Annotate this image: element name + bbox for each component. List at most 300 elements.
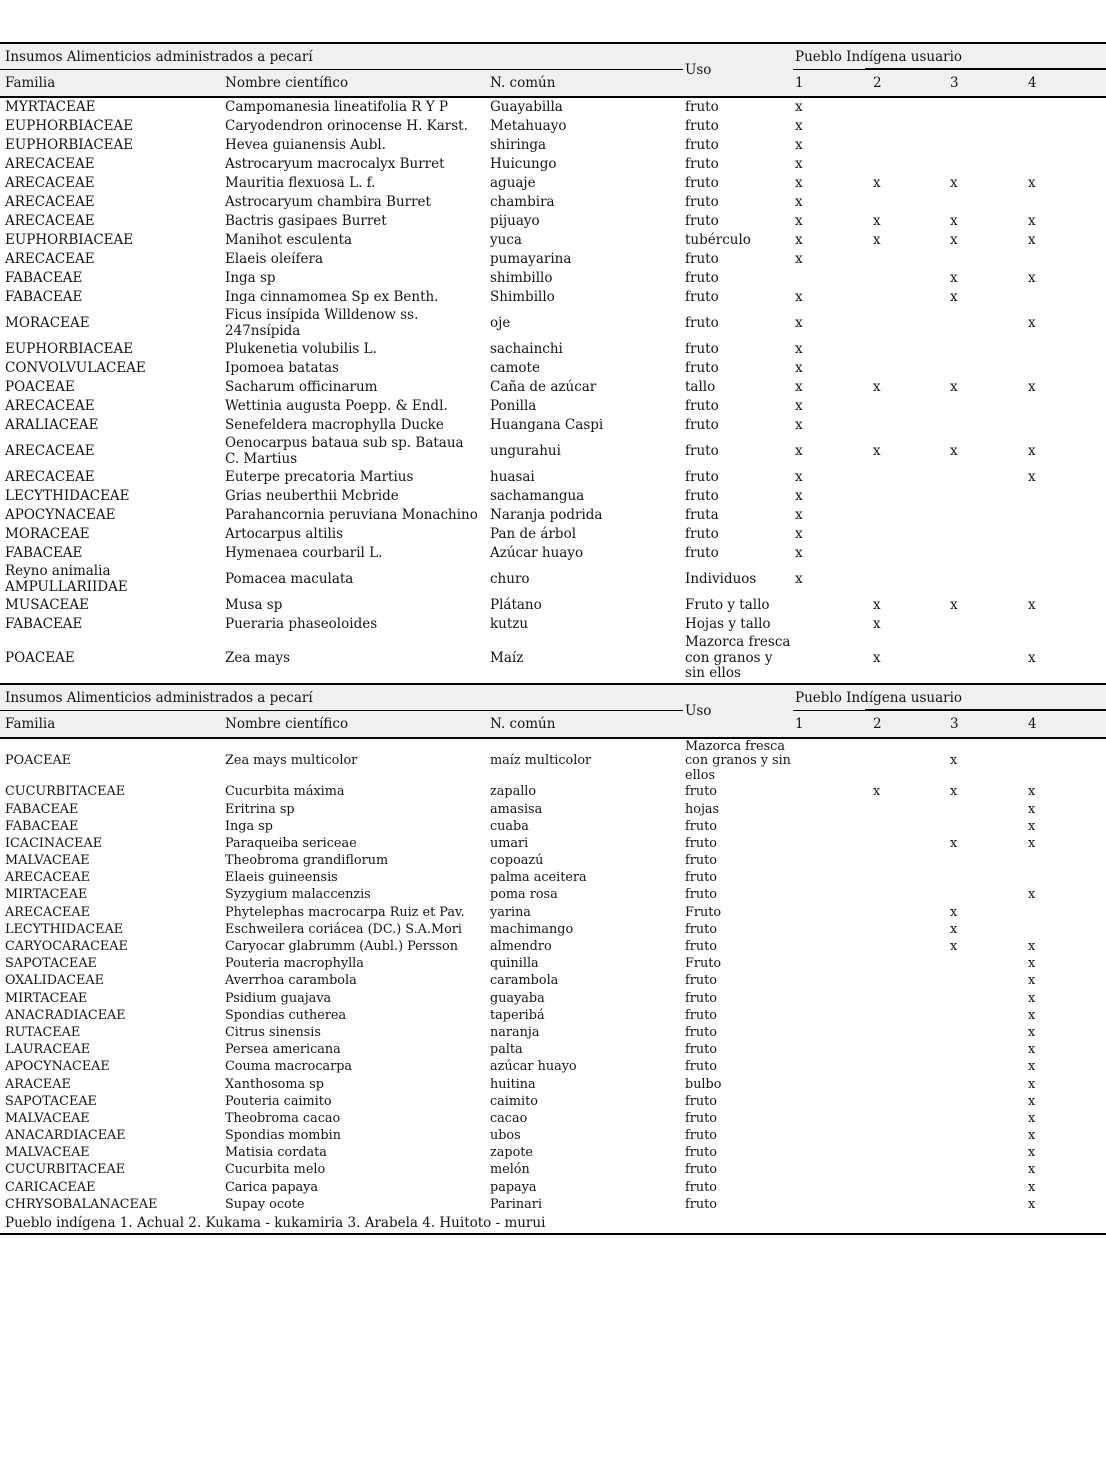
cell-pueblo-3-mark: x [950,835,958,851]
column-header-pueblo-4: 4 [1028,715,1037,732]
cell-nombre-cientifico: Pouteria caimito [225,1093,332,1109]
cell-pueblo-2-mark: x [873,442,881,459]
cell-nombre-cientifico: Inga cinnamomea Sp ex Benth. [225,288,439,305]
cell-uso: bulbo [685,1076,722,1092]
cell-pueblo-3-mark [948,981,1026,983]
cell-pueblo-1-mark: x [795,570,803,587]
cell-pueblo-4-mark: x [1028,314,1036,331]
cell-nombre-cientifico: Artocarpus altilis [225,525,344,542]
cell-nombre-cientifico: Caryocar glabrumm (Aubl.) Persson [225,939,458,955]
cell-pueblo-2-mark [871,1101,948,1103]
cell-pueblo-1-mark [793,1067,871,1069]
table-row [0,1179,1106,1196]
cell-pueblo-1-mark: x [795,117,803,134]
table-row [0,193,1106,212]
cell-pueblo-1-mark [793,624,871,626]
cell-nombre-cientifico: Elaeis oleífera [225,250,323,267]
cell-pueblo-1-mark [793,792,871,794]
cell-pueblo-2-mark [871,323,948,325]
cell-uso: fruto [685,1059,717,1075]
cell-nombre-cientifico: Psidium guajava [225,990,332,1006]
cell-uso: fruto [685,468,719,485]
cell-nombre-cientifico: Spondias mombin [225,1128,341,1144]
cell-nombre-cientifico: Elaeis guineensis [225,870,338,886]
cell-pueblo-4-mark [1026,406,1106,408]
cell-pueblo-1-mark: x [795,314,803,331]
table-row [0,801,1106,818]
cell-pueblo-4-mark: x [1028,818,1036,834]
cell-pueblo-2-mark [871,895,948,897]
cell-familia: ARACEAE [5,1076,71,1092]
cell-uso: fruto [685,1007,717,1023]
cell-pueblo-1-mark [793,981,871,983]
table-row [0,990,1106,1007]
table-row [0,250,1106,269]
cell-pueblo-2-mark: x [873,231,881,248]
cell-nombre-comun: Azúcar huayo [490,544,584,561]
cell-pueblo-1-mark [793,1187,871,1189]
cell-familia: ARECACEAE [5,250,95,267]
table-section-2 [0,739,1106,1214]
cell-pueblo-1-mark [793,605,871,607]
cell-uso: fruto [685,784,717,800]
cell-pueblo-3-mark: x [950,174,958,191]
cell-pueblo-1-mark [793,809,871,811]
column-header-pueblo-1: 1 [795,715,804,732]
cell-nombre-cientifico: Theobroma cacao [225,1110,341,1126]
cell-pueblo-4-mark [1026,624,1106,626]
cell-pueblo-3-mark [948,895,1026,897]
cell-pueblo-1-mark [793,998,871,1000]
cell-pueblo-3-mark [948,1049,1026,1051]
cell-pueblo-2-mark [871,998,948,1000]
cell-uso: fruto [685,117,719,134]
table-row [0,1197,1106,1214]
cell-pueblo-1-mark [793,963,871,965]
cell-pueblo-3-mark [948,1153,1026,1155]
column-group-pueblo-indigena: Pueblo Indígena usuario [795,49,963,65]
cell-pueblo-4-mark [1026,297,1106,299]
cell-nombre-comun: camote [490,359,540,376]
cell-pueblo-4-mark: x [1028,801,1036,817]
table-section-1 [0,98,1106,683]
cell-nombre-comun: aguaje [490,174,536,191]
cell-pueblo-4-mark: x [1028,1093,1036,1109]
cell-familia: ARECACEAE [5,442,95,459]
cell-nombre-comun: churo [490,570,530,587]
cell-nombre-comun: Parinari [490,1196,542,1212]
cell-pueblo-2-mark [871,107,948,109]
cell-familia: FABACEAE [5,615,83,632]
cell-pueblo-3-mark [948,1084,1026,1086]
cell-familia: POACEAE [5,649,75,666]
cell-uso: fruto [685,442,719,459]
cell-pueblo-2-mark: x [873,615,881,632]
cell-nombre-comun: pijuayo [490,212,540,229]
cell-pueblo-3-mark [948,553,1026,555]
cell-uso: fruto [685,818,717,834]
cell-nombre-comun: machimango [490,921,574,937]
table-row [0,288,1106,307]
table-row [0,136,1106,155]
cell-pueblo-4-mark: x [1028,468,1036,485]
cell-pueblo-3-mark [948,368,1026,370]
cell-pueblo-1-mark: x [795,506,803,523]
cell-pueblo-2-mark [871,1032,948,1034]
column-header-pueblo-3: 3 [950,715,959,732]
cell-familia: CHRYSOBALANACEAE [5,1196,158,1212]
cell-pueblo-1-mark [793,878,871,880]
cell-nombre-cientifico: Persea americana [225,1042,341,1058]
cell-pueblo-1-mark [793,1084,871,1086]
cell-pueblo-1-mark [793,1118,871,1120]
cell-pueblo-3-mark: x [950,784,958,800]
cell-pueblo-4-mark: x [1028,649,1036,666]
cell-uso: fruto [685,939,717,955]
table-row [0,525,1106,544]
cell-familia: ARALIACEAE [5,416,99,433]
cell-nombre-comun: Shimbillo [490,288,555,305]
table-row [0,1145,1106,1162]
cell-pueblo-1-mark: x [795,397,803,414]
cell-familia: CARYOCARACEAE [5,939,128,955]
cell-pueblo-3-mark [948,425,1026,427]
table-header [0,42,1106,98]
cell-pueblo-2-mark [871,981,948,983]
cell-pueblo-3-mark: x [950,904,958,920]
cell-pueblo-4-mark [1026,553,1106,555]
cell-uso: Mazorca fresca con granos y sin ellos [685,738,791,783]
table-row [0,1025,1106,1042]
cell-familia: Reyno animalia AMPULLARIIDAE [5,563,128,595]
cell-pueblo-4-mark: x [1028,1128,1036,1144]
cell-pueblo-2-mark [871,406,948,408]
cell-pueblo-1-mark: x [795,340,803,357]
cell-uso: fruto [685,1042,717,1058]
cell-pueblo-4-mark: x [1028,939,1036,955]
cell-pueblo-2-mark: x [873,378,881,395]
cell-pueblo-3-mark [948,1118,1026,1120]
cell-pueblo-3-mark: x [950,288,958,305]
cell-pueblo-4-mark: x [1028,1145,1036,1161]
cell-pueblo-3-mark [948,107,1026,109]
cell-pueblo-3-mark [948,477,1026,479]
cell-nombre-comun: melón [490,1162,530,1178]
cell-pueblo-4-mark: x [1028,1110,1036,1126]
cell-pueblo-2-mark [871,1187,948,1189]
cell-nombre-cientifico: Astrocaryum chambira Burret [225,193,431,210]
cell-pueblo-3-mark [948,826,1026,828]
cell-uso: Mazorca fresca con granos y sin ellos [685,634,791,681]
cell-pueblo-1-mark [793,843,871,845]
cell-uso: fruto [685,1093,717,1109]
table-row [0,416,1106,435]
table-row [0,174,1106,193]
column-header-pueblo-4: 4 [1028,75,1037,91]
table-header-row-columns [0,711,1106,737]
column-header-familia: Familia [5,715,56,732]
cell-nombre-comun: palma aceitera [490,870,587,886]
table-row [0,870,1106,887]
cell-familia: MORACEAE [5,314,90,331]
cell-pueblo-3-mark [948,145,1026,147]
cell-pueblo-4-mark [1026,368,1106,370]
cell-pueblo-4-mark [1026,425,1106,427]
cell-pueblo-1-mark [793,946,871,948]
cell-pueblo-1-mark: x [795,288,803,305]
cell-pueblo-1-mark [793,1153,871,1155]
cell-pueblo-4-mark: x [1028,887,1036,903]
table-row [0,397,1106,416]
cell-pueblo-2-mark [871,1135,948,1137]
cell-uso: fruto [685,921,717,937]
cell-pueblo-2-mark [871,826,948,828]
cell-pueblo-4-mark: x [1028,1179,1036,1195]
cell-pueblo-1-mark [793,760,871,762]
cell-familia: ARECACEAE [5,870,90,886]
cell-pueblo-1-mark: x [795,416,803,433]
cell-familia: CARICACEAE [5,1179,96,1195]
cell-nombre-cientifico: Bactris gasipaes Burret [225,212,387,229]
cell-pueblo-3-mark: x [950,269,958,286]
cell-pueblo-4-mark: x [1028,1196,1036,1212]
cell-uso: fruto [685,1145,717,1161]
cell-familia: MIRTACEAE [5,990,88,1006]
table-row [0,117,1106,136]
cell-nombre-cientifico: Citrus sinensis [225,1024,321,1040]
cell-uso: fruto [685,1110,717,1126]
cell-nombre-comun: cacao [490,1110,528,1126]
table-row [0,596,1106,615]
cell-pueblo-3-mark [948,878,1026,880]
cell-pueblo-4-mark: x [1028,956,1036,972]
cell-pueblo-4-mark [1026,107,1106,109]
cell-nombre-cientifico: Inga sp [225,269,276,286]
cell-pueblo-3-mark: x [950,378,958,395]
cell-pueblo-3-mark [948,202,1026,204]
cell-pueblo-4-mark: x [1028,1007,1036,1023]
title-underline [0,69,683,70]
cell-pueblo-3-mark: x [950,231,958,248]
cell-familia: ICACINACEAE [5,835,103,851]
cell-pueblo-3-mark: x [950,939,958,955]
cell-nombre-cientifico: Campomanesia lineatifolia R Y P [225,98,449,115]
insumos-table [0,42,1106,1235]
cell-familia: ARECACEAE [5,212,95,229]
table-row [0,739,1106,785]
cell-familia: ANACRADIACEAE [5,1007,126,1023]
cell-uso: tubérculo [685,231,751,248]
cell-pueblo-2-mark [871,349,948,351]
cell-pueblo-2-mark [871,878,948,880]
cell-nombre-comun: Huicungo [490,155,557,172]
cell-nombre-cientifico: Eritrina sp [225,801,295,817]
cell-familia: FABACEAE [5,801,79,817]
cell-uso: fruto [685,155,719,172]
cell-familia: FABACEAE [5,288,83,305]
table-header-row-columns [0,70,1106,96]
cell-nombre-comun: zapote [490,1145,533,1161]
table-title: Insumos Alimenticios administrados a pecarí [5,689,313,706]
cell-nombre-comun: sachamangua [490,487,585,504]
cell-nombre-comun: yuca [490,231,522,248]
cell-nombre-comun: taperibá [490,1007,545,1023]
cell-nombre-comun: Pan de árbol [490,525,577,542]
cell-pueblo-4-mark [1026,878,1106,880]
pueblo-group-underline-thick [865,709,1106,711]
cell-familia: MALVACEAE [5,1145,90,1161]
cell-familia: CONVOLVULACEAE [5,359,146,376]
cell-pueblo-4-mark [1026,202,1106,204]
cell-nombre-cientifico: Matisia cordata [225,1145,327,1161]
cell-nombre-cientifico: Averrhoa carambola [225,973,357,989]
cell-familia: ARECACEAE [5,468,95,485]
cell-nombre-cientifico: Astrocaryum macrocalyx Burret [225,155,445,172]
cell-pueblo-4-mark [1026,579,1106,581]
cell-pueblo-4-mark: x [1028,835,1036,851]
cell-familia: MYRTACEAE [5,98,96,115]
cell-pueblo-1-mark: x [795,359,803,376]
cell-pueblo-2-mark [871,553,948,555]
cell-nombre-comun: Caña de azúcar [490,378,597,395]
cell-nombre-comun: guayaba [490,990,545,1006]
cell-pueblo-2-mark [871,1153,948,1155]
cell-pueblo-3-mark [948,624,1026,626]
cell-pueblo-2-mark [871,278,948,280]
cell-familia: CUCURBITACEAE [5,784,126,800]
cell-pueblo-1-mark [793,657,871,659]
cell-pueblo-1-mark: x [795,544,803,561]
cell-familia: FABACEAE [5,269,83,286]
cell-nombre-cientifico: Syzygium malaccenzis [225,887,371,903]
cell-nombre-comun: oje [490,314,511,331]
cell-pueblo-2-mark [871,929,948,931]
cell-uso: Hojas y tallo [685,615,771,632]
table-row [0,904,1106,921]
cell-pueblo-4-mark: x [1028,973,1036,989]
cell-familia: SAPOTACEAE [5,1093,97,1109]
cell-uso: fruto [685,250,719,267]
cell-nombre-cientifico: Ipomoea batatas [225,359,339,376]
column-header-pueblo-2: 2 [873,75,882,91]
cell-pueblo-2-mark [871,579,948,581]
cell-nombre-cientifico: Euterpe precatoria Martius [225,468,414,485]
cell-pueblo-4-mark: x [1028,1024,1036,1040]
cell-nombre-cientifico: Ficus insípida Willdenow ss. 247nsípida [225,307,419,339]
table-row [0,307,1106,340]
cell-pueblo-1-mark [793,826,871,828]
column-header-familia: Familia [5,75,56,91]
table-row [0,615,1106,634]
cell-pueblo-1-mark [793,1135,871,1137]
cell-nombre-comun: palta [490,1042,523,1058]
cell-pueblo-3-mark [948,998,1026,1000]
cell-nombre-cientifico: Carica papaya [225,1179,318,1195]
cell-uso: fruto [685,397,719,414]
table-row [0,231,1106,250]
cell-pueblo-3-mark [948,1067,1026,1069]
cell-pueblo-2-mark [871,1204,948,1206]
cell-nombre-comun: copoazú [490,853,544,869]
cell-pueblo-2-mark [871,760,948,762]
cell-pueblo-3-mark [948,860,1026,862]
cell-nombre-cientifico: Cucurbita máxima [225,784,345,800]
cell-pueblo-4-mark [1026,515,1106,517]
cell-pueblo-4-mark: x [1028,1059,1036,1075]
cell-pueblo-2-mark [871,860,948,862]
cell-nombre-comun: quinilla [490,956,539,972]
cell-nombre-cientifico: Eschweilera coriácea (DC.) S.A.Mori [225,921,462,937]
table-row [0,98,1106,117]
cell-pueblo-3-mark: x [950,921,958,937]
cell-familia: CUCURBITACEAE [5,1162,126,1178]
cell-familia: ANACARDIACEAE [5,1128,126,1144]
table-row [0,1111,1106,1128]
cell-pueblo-4-mark [1026,145,1106,147]
column-header-pueblo-2: 2 [873,715,882,732]
cell-pueblo-2-mark [871,1118,948,1120]
column-header-pueblo-3: 3 [950,75,959,91]
cell-uso: fruto [685,1128,717,1144]
cell-familia: EUPHORBIACEAE [5,340,134,357]
cell-nombre-comun: amasisa [490,801,543,817]
cell-pueblo-3-mark [948,963,1026,965]
cell-pueblo-2-mark [871,202,948,204]
cell-pueblo-1-mark [793,860,871,862]
cell-uso: Fruto [685,956,722,972]
cell-nombre-cientifico: Senefeldera macrophylla Ducke [225,416,444,433]
cell-nombre-comun: ungurahui [490,442,561,459]
cell-nombre-cientifico: Hymenaea courbaril L. [225,544,383,561]
table-row [0,563,1106,596]
cell-pueblo-2-mark [871,368,948,370]
cell-uso: fruto [685,973,717,989]
table-header-row-top [0,44,1106,70]
table-row [0,155,1106,174]
cell-nombre-cientifico: Phytelephas macrocarpa Ruiz et Pav. [225,904,465,920]
cell-familia: MALVACEAE [5,853,90,869]
column-header-uso: Uso [685,702,712,719]
table-row [0,634,1106,683]
cell-nombre-comun: umari [490,835,529,851]
table-header [0,683,1106,739]
cell-pueblo-2-mark [871,809,948,811]
cell-uso: fruto [685,340,719,357]
cell-nombre-comun: huitina [490,1076,536,1092]
cell-uso: fruto [685,193,719,210]
cell-familia: LECYTHIDACEAE [5,487,130,504]
cell-uso: fruto [685,288,719,305]
cell-pueblo-2-mark: x [873,649,881,666]
cell-familia: ARECACEAE [5,174,95,191]
cell-pueblo-3-mark [948,515,1026,517]
cell-nombre-cientifico: Zea mays [225,649,291,666]
cell-nombre-comun: caimito [490,1093,538,1109]
cell-pueblo-4-mark [1026,259,1106,261]
table-body-root [0,42,1106,1214]
cell-pueblo-4-mark: x [1028,596,1036,613]
cell-pueblo-2-mark [871,1067,948,1069]
table-row [0,1007,1106,1024]
table-row [0,887,1106,904]
cell-nombre-cientifico: Inga sp [225,818,273,834]
cell-nombre-comun: Huangana Caspi [490,416,604,433]
cell-pueblo-3-mark [948,1204,1026,1206]
cell-pueblo-4-mark: x [1028,269,1036,286]
cell-pueblo-1-mark [793,1032,871,1034]
cell-pueblo-3-mark [948,406,1026,408]
table-footnote: Pueblo indígena 1. Achual 2. Kukama - kukamiria 3. Arabela 4. Huitoto - murui [0,1214,1106,1235]
